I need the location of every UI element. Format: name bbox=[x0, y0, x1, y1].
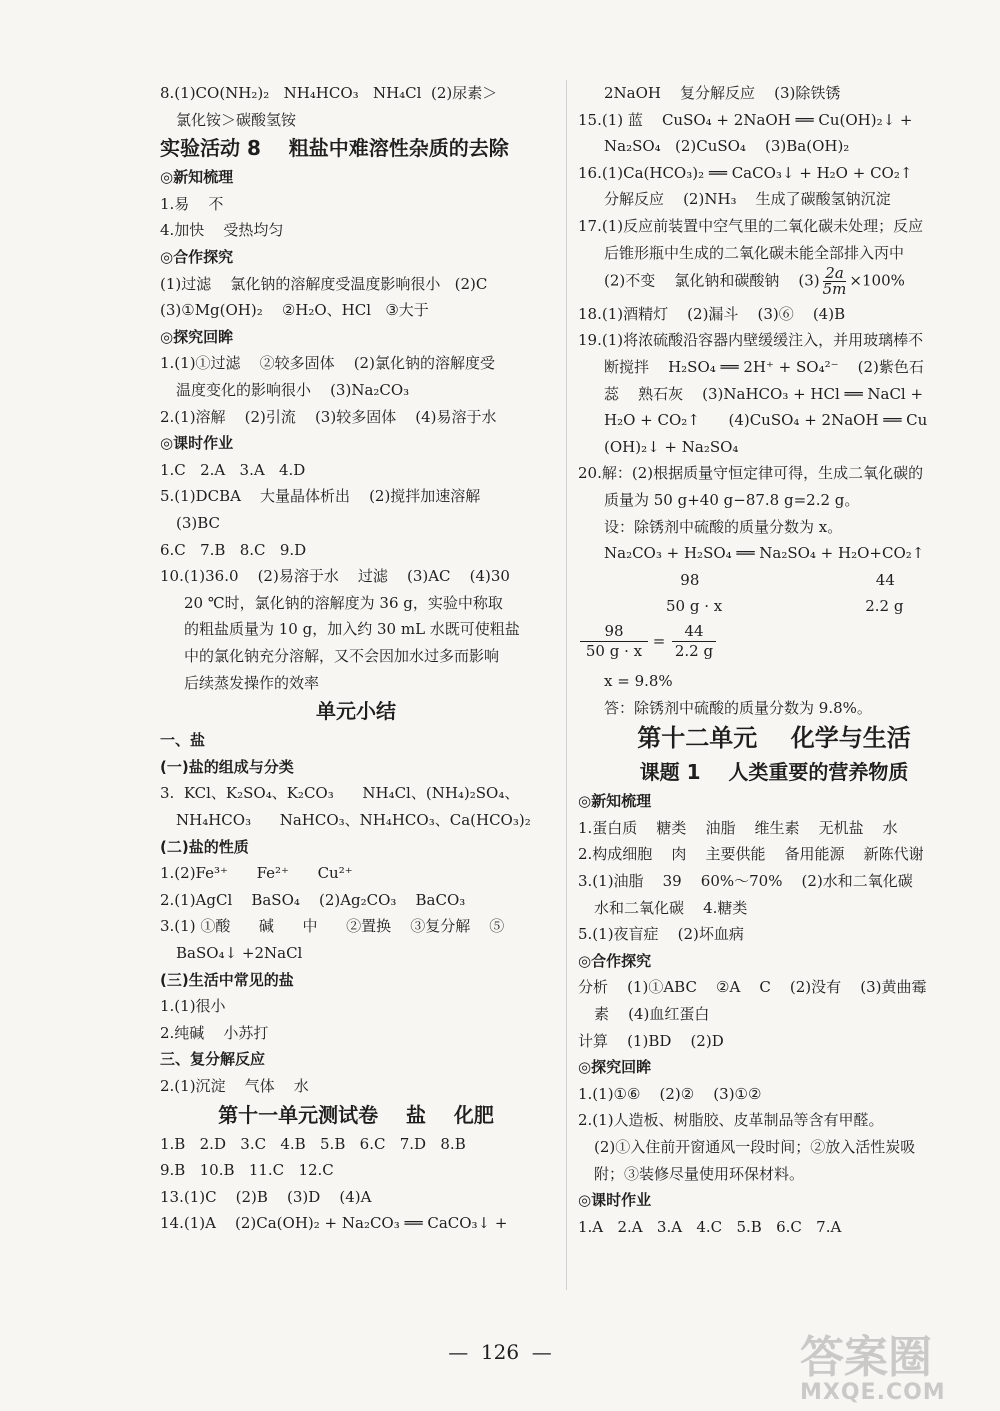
answer-line: 温度变化的影响很小 (3)Na₂CO₃ bbox=[176, 381, 410, 399]
inline-fraction bbox=[823, 266, 847, 297]
answer-line: 质量为 50 g+40 g−87.8 g=2.2 g。 bbox=[604, 491, 860, 509]
answer-line: 计算 (1)BD (2)D bbox=[578, 1031, 724, 1050]
answer-line: 10.(1)36.0 (2)易溶于水 过滤 (3)AC (4)30 bbox=[160, 567, 510, 586]
answer-line: 2.(1)溶解 (2)引流 (3)较多固体 (4)易溶于水 bbox=[160, 407, 497, 426]
answer-line: (1)过滤 氯化钠的溶解度受温度影响很小 (2)C bbox=[160, 274, 488, 293]
answer-line: Na₂CO₃ + H₂SO₄ ══ Na₂SO₄ + H₂O+CO₂↑ bbox=[604, 544, 925, 563]
answer-line: 后续蒸发操作的效率 bbox=[184, 673, 320, 692]
answer-line: 2NaOH 复分解反应 (3)除铁锈 bbox=[604, 84, 841, 102]
answer-line bbox=[578, 266, 996, 300]
answer-line: 1.(1)①⑥ (2)② (3)①② bbox=[578, 1084, 762, 1103]
answer-line: 氯化铵＞碳酸氢铵 bbox=[176, 110, 297, 129]
answer-line: NH₄HCO₃ NaHCO₃、NH₄HCO₃、Ca(HCO₃)₂ bbox=[176, 811, 531, 829]
answer-line: 5.(1)夜盲症 (2)坏血病 bbox=[578, 925, 744, 944]
section-heading: 课题 1 人类重要的营养物质 bbox=[639, 760, 909, 785]
section-heading: 实验活动 8 粗盐中难溶性杂质的去除 bbox=[160, 136, 509, 161]
answer-line: 3. KCl、K₂SO₄、K₂CO₃ NH₄Cl、(NH₄)₂SO₄、 bbox=[160, 784, 520, 803]
fraction-part: 44 bbox=[684, 622, 704, 640]
answer-line: 1.(2)Fe³⁺ Fe²⁺ Cu²⁺ bbox=[160, 864, 353, 883]
answer-line: 中的氯化钠充分溶解，又不会因加水过多而影响 bbox=[184, 647, 500, 665]
answer-line: 8.(1)CO(NH₂)₂ NH₄HCO₃ NH₄Cl (2)尿素＞ bbox=[160, 84, 498, 102]
answer-line: (2)①入住前开窗通风一段时间；②放入活性炭吸 bbox=[594, 1138, 916, 1156]
section-label: (二)盐的性质 bbox=[160, 837, 249, 856]
unit-title: 第十二单元 化学与生活 bbox=[637, 724, 911, 753]
fraction-part: 50 g · x bbox=[585, 642, 643, 660]
section-label: (三)生活中常见的盐 bbox=[160, 970, 294, 989]
section-label: 三、复分解反应 bbox=[160, 1050, 266, 1069]
page-number: — 126 — bbox=[448, 1340, 552, 1364]
answer-line: 3.(1)油脂 39 60%～70% (2)水和二氧化碳 bbox=[578, 872, 913, 890]
answer-line: 1.B 2.D 3.C 4.B 5.B 6.C 7.D 8.B bbox=[160, 1134, 466, 1153]
answer-line: 设：除锈剂中硫酸的质量分数为 x。 bbox=[604, 517, 843, 536]
section-label: ◎探究回眸 bbox=[160, 327, 234, 346]
answer-line: 6.C 7.B 8.C 9.D bbox=[160, 540, 307, 559]
watermark-text: 答案圈 bbox=[800, 1332, 932, 1383]
watermark-url: MXQE.COM bbox=[800, 1380, 946, 1405]
answer-line: 15.(1) 蓝 CuSO₄ + 2NaOH ══ Cu(OH)₂↓ + bbox=[578, 110, 913, 129]
answer-line: 2.(1)沉淀 气体 水 bbox=[160, 1077, 309, 1095]
section-label: (一)盐的组成与分类 bbox=[160, 757, 294, 776]
answer-line: 1.易 不 bbox=[160, 194, 224, 213]
answer-line: 17.(1)反应前装置中空气里的二氧化碳未处理；反应 bbox=[578, 217, 924, 235]
answer-line: 4.加快 受热均匀 bbox=[160, 221, 284, 240]
section-label: ◎课时作业 bbox=[160, 434, 234, 453]
fraction-denominator: 5m bbox=[822, 280, 847, 299]
answer-line: 19.(1)将浓硫酸沿容器内壁缓缓注入，并用玻璃棒不 bbox=[578, 331, 924, 350]
answer-line: (OH)₂↓ + Na₂SO₄ bbox=[604, 437, 739, 456]
answer-line: 素 (4)血红蛋白 bbox=[594, 1005, 710, 1023]
answer-line: Na₂SO₄ (2)CuSO₄ (3)Ba(OH)₂ bbox=[604, 137, 850, 156]
answer-line: 蕊 熟石灰 (3)NaHCO₃ + HCl ══ NaCl + bbox=[604, 384, 924, 403]
fraction-part: = bbox=[652, 632, 666, 650]
answer-line: 2.纯碱 小苏打 bbox=[160, 1023, 269, 1042]
answer-line: 1.(1)很小 bbox=[160, 997, 226, 1016]
answer-line: 14.(1)A (2)Ca(OH)₂ + Na₂CO₃ ══ CaCO₃↓ + bbox=[160, 1214, 508, 1233]
answer-line: 后锥形瓶中生成的二氧化碳未能全部排入丙中 bbox=[604, 243, 905, 262]
answer-line: 20 ℃时，氯化钠的溶解度为 36 g，实验中称取 bbox=[184, 593, 503, 612]
fraction-part: 98 bbox=[604, 622, 624, 640]
answer-line: 2.(1)人造板、树脂胶、皮革制品等含有甲醛。 bbox=[578, 1111, 884, 1130]
section-label: ◎合作探究 bbox=[160, 248, 234, 266]
answer-line: (3)①Mg(OH)₂ ②H₂O、HCl ③大于 bbox=[160, 301, 429, 320]
fraction-numerator: 2a bbox=[823, 266, 847, 282]
answer-line: (3)BC bbox=[176, 514, 221, 532]
answer-line: 13.(1)C (2)B (3)D (4)A bbox=[160, 1187, 372, 1206]
answer-line: 分析 (1)①ABC ②A C (2)没有 (3)黄曲霉 bbox=[578, 978, 927, 997]
answer-line: 1.蛋白质 糖类 油脂 维生素 无机盐 水 bbox=[578, 818, 898, 837]
answer-line-text: (2)不变 氯化钠和碳酸钠 (3) bbox=[604, 271, 820, 290]
answer-line: 5.(1)DCBA 大量晶体析出 (2)搅拌加速溶解 bbox=[160, 487, 481, 506]
section-label: ◎合作探究 bbox=[578, 951, 652, 970]
section-heading: 单元小结 bbox=[316, 699, 396, 724]
section-label: ◎探究回眸 bbox=[578, 1058, 652, 1077]
answer-line: 20.解：(2)根据质量守恒定律可得，生成二氧化碳的 bbox=[578, 464, 924, 483]
section-heading: 第十一单元测试卷 盐 化肥 bbox=[218, 1102, 494, 1127]
answer-line: 分解反应 (2)NH₃ 生成了碳酸氢钠沉淀 bbox=[604, 190, 891, 209]
answer-line: 2.(1)AgCl BaSO₄ (2)Ag₂CO₃ BaCO₃ bbox=[160, 890, 466, 909]
answer-line: 1.A 2.A 3.A 4.C 5.B 6.C 7.A bbox=[578, 1217, 842, 1236]
section-label: ◎新知梳理 bbox=[578, 792, 652, 811]
fraction-part: 2.2 g bbox=[674, 642, 714, 660]
answer-line: 16.(1)Ca(HCO₃)₂ ══ CaCO₃↓ + H₂O + CO₂↑ bbox=[578, 163, 913, 182]
watermark-logo bbox=[800, 1332, 1000, 1411]
answer-line: 50 g · x 2.2 g bbox=[604, 597, 904, 616]
answer-line: 附；③装修尽量使用环保材料。 bbox=[594, 1164, 805, 1183]
answer-line: 水和二氧化碳 4.糖类 bbox=[594, 898, 748, 917]
answer-line: 答：除锈剂中硫酸的质量分数为 9.8%。 bbox=[604, 698, 872, 717]
answer-line: 2.构成细胞 肉 主要供能 备用能源 新陈代谢 bbox=[578, 845, 924, 864]
section-label: ◎新知梳理 bbox=[160, 168, 234, 187]
answer-line: 98 44 bbox=[604, 570, 895, 589]
answer-line: 1.(1)①过滤 ②较多固体 (2)氯化钠的溶解度受 bbox=[160, 354, 495, 373]
answer-line: H₂O + CO₂↑ (4)CuSO₄ + 2NaOH ══ Cu bbox=[604, 411, 928, 430]
answer-line: BaSO₄↓ +2NaCl bbox=[176, 944, 303, 962]
answer-line: 18.(1)酒精灯 (2)漏斗 (3)⑥ (4)B bbox=[578, 304, 846, 323]
answer-line: 3.(1) ①酸 碱 中 ②置换 ③复分解 ⑤ bbox=[160, 917, 505, 936]
answer-line: 的粗盐质量为 10 g，加入约 30 mL 水既可使粗盐 bbox=[184, 620, 520, 639]
answer-line: 1.C 2.A 3.A 4.D bbox=[160, 460, 306, 479]
column-divider bbox=[566, 80, 567, 1290]
answer-line: x = 9.8% bbox=[604, 672, 673, 690]
answer-line: 9.B 10.B 11.C 12.C bbox=[160, 1161, 334, 1180]
fraction-equation bbox=[578, 620, 970, 664]
answer-line: 断搅拌 H₂SO₄ ══ 2H⁺ + SO₄²⁻ (2)紫色石 bbox=[604, 358, 924, 376]
fraction-tail: ×100% bbox=[849, 271, 905, 290]
section-label: ◎课时作业 bbox=[578, 1191, 652, 1210]
section-label: 一、盐 bbox=[160, 731, 206, 750]
